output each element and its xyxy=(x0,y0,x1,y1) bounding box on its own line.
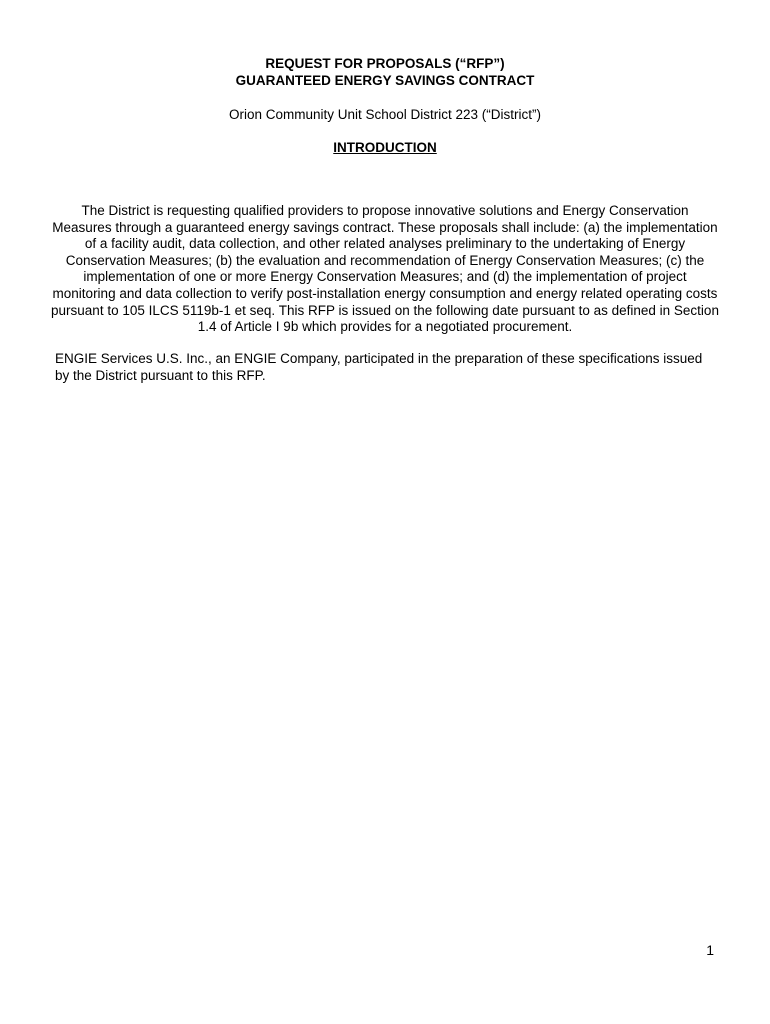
document-title-line-2: GUARANTEED ENERGY SAVINGS CONTRACT xyxy=(235,73,535,88)
district-line: Orion Community Unit School District 223 (“District”) xyxy=(228,107,542,122)
intro-paragraph: The District is requesting qualified providers to propose innovative solutions and Energy Conservation Measures through a guaranteed energy savings contract. These proposals shall include: (a) the implementation of a facility audit, data collection, and other related analyses preliminary to the undertaking of Energy Conservation Measures; (b) the evaluation and recommendation of Energy Conservation Measures; (c) the implementation of one or more Energy Conservation Measures; and (d) the implementation of project monitoring and data collection to verify post-installation energy consumption and energy related operating costs pursuant to 105 ILCS 5119b-1 et seq. This RFP is issued on the following date pursuant to as defined in Section 1.4 of Article I 9b which provides for a negotiated procurement. xyxy=(51,203,719,335)
preparer-note: ENGIE Services U.S. Inc., an ENGIE Company, participated in the preparation of these specifications issued by the District pursuant to this RFP. xyxy=(55,351,703,383)
page-number: 1 xyxy=(706,942,714,958)
document-title-line-1: REQUEST FOR PROPOSALS (“RFP”) xyxy=(265,56,505,71)
section-heading xyxy=(0,139,770,156)
section-heading-text: INTRODUCTION xyxy=(333,140,437,155)
